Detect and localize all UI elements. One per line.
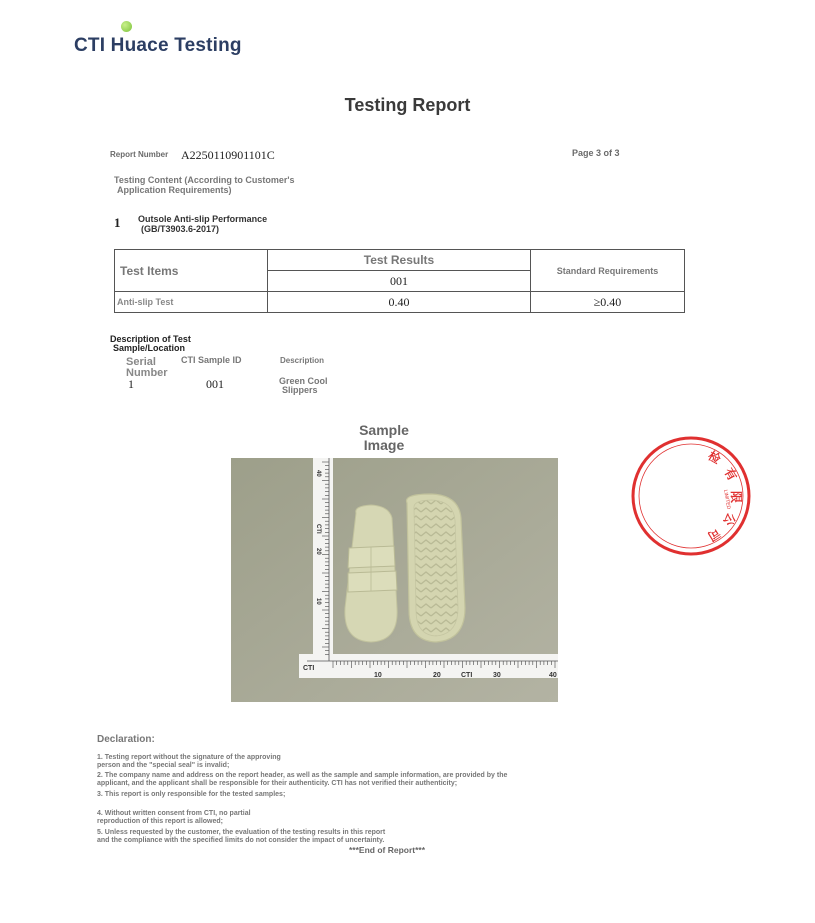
declaration-item [97, 829, 385, 845]
description-value: Green Cool Slippers [279, 376, 328, 395]
sample-description-title: Description of Test Sample/Location [110, 334, 191, 353]
section-number: 1 [114, 215, 121, 230]
logo-dot-icon [121, 21, 132, 32]
sample-id-header: CTI Sample ID [181, 355, 242, 365]
seal-character: 限 [729, 491, 743, 504]
declaration-line: 3. This report is only responsible for the tested samples; [97, 791, 286, 798]
seal-character: 有 [721, 465, 740, 484]
results-table [114, 249, 685, 313]
company-logo: CTI Huace Testing [74, 35, 242, 56]
declaration-item [97, 772, 507, 788]
ruler-label: 20 [315, 548, 321, 555]
test-item-cell: Anti-slip Test [115, 292, 268, 313]
report-number-value: A2250110901101C [181, 148, 275, 162]
ruler-label: 10 [374, 672, 382, 679]
declaration-line: 5. Unless requested by the customer, the evaluation of the testing results in this report [97, 829, 386, 836]
declaration-title: Declaration: [97, 734, 155, 745]
report-number-label: Report Number [110, 150, 169, 159]
declaration-item [97, 810, 251, 826]
declaration-line: and the compliance with the specified limits do not consider the impact of uncertainty. [97, 837, 385, 844]
seal-character: 检 [705, 448, 724, 467]
sample-id-value: 001 [206, 377, 224, 391]
standard-cell: ≥0.40 [531, 292, 685, 313]
declaration-item [97, 791, 285, 799]
table-row [115, 292, 685, 313]
section-title: Outsole Anti-slip Performance (GB/T3903.6-2017) [138, 214, 268, 234]
serial-number-header: Serial Number [126, 356, 168, 379]
ruler-label: 40 [315, 470, 321, 477]
sample-photo-drawing [231, 458, 558, 702]
declaration-line: 1. Testing report without the signature of the approving [97, 754, 281, 761]
declaration-line: person and the "special seal" is invalid; [97, 762, 230, 769]
page-number: Page 3 of 3 [572, 148, 620, 158]
ruler-label: 30 [493, 672, 501, 679]
ruler-corner-label: CTI [303, 665, 315, 672]
official-seal-icon [705, 432, 753, 560]
official-seal [705, 432, 753, 560]
sample-photo [231, 458, 558, 702]
declaration-line: applicant, and the applicant shall be responsible for their authenticity. CTI has not verified their authenticity; [97, 780, 458, 787]
sample-image-title: Sample Image [359, 422, 409, 453]
declaration-line: 4. Without written consent from CTI, no partial [97, 810, 251, 817]
slipper-sole [407, 494, 466, 642]
seal-small-text: LIMITED [722, 489, 732, 510]
test-result-cell: 0.40 [268, 292, 531, 313]
seal-character: 公 [720, 510, 739, 529]
ruler-label: 20 [433, 672, 441, 679]
standard-requirements-header: Standard Requirements [531, 250, 685, 292]
results-sample-id: 001 [268, 271, 531, 292]
ruler-label: 40 [549, 672, 557, 679]
end-of-report: ***End of Report*** [349, 845, 426, 855]
seal-character: 司 [705, 525, 723, 544]
test-results-header: Test Results [268, 250, 531, 271]
serial-number-value: 1 [128, 377, 134, 391]
declaration-line: reproduction of this report is allowed; [97, 818, 224, 825]
declaration-item [97, 754, 281, 770]
ruler-label: CTI [461, 672, 473, 679]
description-header: Description [280, 356, 325, 365]
testing-content-label: Testing Content (According to Customer's Application Requirements) [114, 175, 295, 195]
declaration-line: 2. The company name and address on the report header, as well as the sample and sample information, are provided by the [97, 772, 508, 779]
ruler-label: 10 [315, 598, 321, 605]
ruler-label: CTI [315, 524, 321, 534]
page-title: Testing Report [344, 95, 471, 115]
test-items-header: Test Items [115, 250, 268, 292]
